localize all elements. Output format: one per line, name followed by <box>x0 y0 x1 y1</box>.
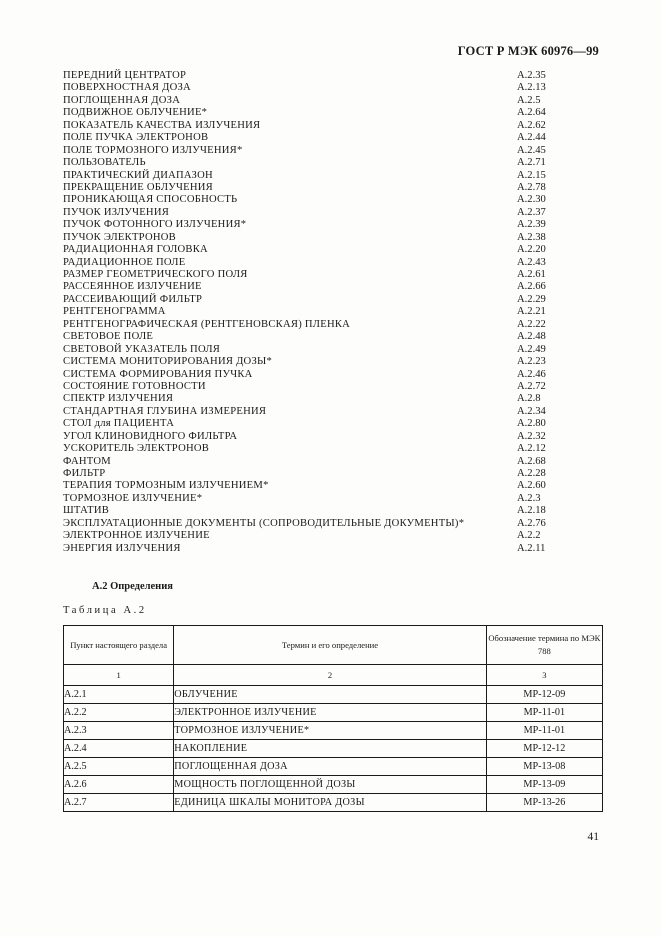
index-entry-term: СОСТОЯНИЕ ГОТОВНОСТИ <box>63 380 206 392</box>
index-entry <box>63 107 553 119</box>
index-entry-ref: А.2.72 <box>517 380 546 392</box>
header-col-code: Обозначение термина по МЭК 788 <box>486 626 602 665</box>
index-entry-ref: А.2.2 <box>517 530 541 542</box>
table-row <box>64 722 603 740</box>
index-entry-term: ЭНЕРГИЯ ИЗЛУЧЕНИЯ <box>63 542 181 554</box>
index-entry-term: ПРАКТИЧЕСКИЙ ДИАПАЗОН <box>63 169 213 181</box>
index-entry <box>63 530 553 542</box>
index-entry <box>63 456 553 468</box>
index-entry-term: СИСТЕМА ФОРМИРОВАНИЯ ПУЧКА <box>63 368 253 380</box>
index-entry <box>63 443 553 455</box>
index-entry-ref: А.2.30 <box>517 194 546 206</box>
index-entry <box>63 82 553 94</box>
index-entry-ref: А.2.3 <box>517 492 541 504</box>
index-entry-term: СВЕТОВОЕ ПОЛЕ <box>63 331 154 343</box>
table-row <box>64 686 603 704</box>
index-entry-term: СТАНДАРТНАЯ ГЛУБИНА ИЗМЕРЕНИЯ <box>63 405 267 417</box>
index-entry-term: ПОВЕРХНОСТНАЯ ДОЗА <box>63 82 191 94</box>
index-entry-ref: А.2.76 <box>517 517 546 529</box>
index-entry-term: СИСТЕМА МОНИТОРИРОВАНИЯ ДОЗЫ* <box>63 356 273 368</box>
index-entry-ref: А.2.64 <box>517 107 546 119</box>
index-entry-term: УСКОРИТЕЛЬ ЭЛЕКТРОНОВ <box>63 443 210 455</box>
index-entry-ref: А.2.5 <box>517 94 541 106</box>
index-entry <box>63 70 553 82</box>
term-index-list <box>63 70 553 555</box>
index-entry <box>63 319 553 331</box>
cell-code: MP-13-08 <box>486 758 602 776</box>
index-entry-term: РАДИАЦИОННОЕ ПОЛЕ <box>63 256 186 268</box>
index-entry <box>63 344 553 356</box>
index-entry-term: ТЕРАПИЯ ТОРМОЗНЫМ ИЗЛУЧЕНИЕМ* <box>63 480 269 492</box>
index-entry-term: УГОЛ КЛИНОВИДНОГО ФИЛЬТРА <box>63 430 238 442</box>
index-entry-term: РАССЕЯННОЕ ИЗЛУЧЕНИЕ <box>63 281 202 293</box>
index-entry <box>63 145 553 157</box>
index-entry-term: ПЕРЕДНИЙ ЦЕНТРАТОР <box>63 70 187 81</box>
index-entry-term: РЕНТГЕНОГРАФИЧЕСКАЯ (РЕНТГЕНОВСКАЯ) ПЛЕНКА <box>63 318 351 330</box>
index-entry-term: ПРОНИКАЮЩАЯ СПОСОБНОСТЬ <box>63 194 238 206</box>
section-title: А.2 Определения <box>92 581 173 592</box>
index-entry-term: ШТАТИВ <box>63 505 110 517</box>
index-entry-term: ПУЧОК ФОТОННОГО ИЗЛУЧЕНИЯ* <box>63 219 247 231</box>
index-entry <box>63 244 553 256</box>
index-entry <box>63 120 553 132</box>
index-entry-ref: А.2.29 <box>517 293 546 305</box>
index-entry <box>63 331 553 343</box>
index-entry-term: ЭЛЕКТРОННОЕ ИЗЛУЧЕНИЕ <box>63 530 210 542</box>
index-entry-term: ФАНТОМ <box>63 455 111 467</box>
index-entry <box>63 493 553 505</box>
cell-term: ЭЛЕКТРОННОЕ ИЗЛУЧЕНИЕ <box>174 704 486 722</box>
table-row <box>64 794 603 812</box>
index-entry-ref: А.2.22 <box>517 318 546 330</box>
index-entry-term: СВЕТОВОЙ УКАЗАТЕЛЬ ПОЛЯ <box>63 343 221 355</box>
table-caption: Таблица А.2 <box>63 605 147 616</box>
column-number: 1 <box>64 665 174 686</box>
index-entry-term: ТОРМОЗНОЕ ИЗЛУЧЕНИЕ* <box>63 492 203 504</box>
index-entry-ref: А.2.43 <box>517 256 546 268</box>
index-entry <box>63 281 553 293</box>
table-header-row <box>64 626 603 665</box>
index-entry-ref: А.2.15 <box>517 169 546 181</box>
cell-term: ПОГЛОЩЕННАЯ ДОЗА <box>174 758 486 776</box>
index-entry-ref: А.2.28 <box>517 468 546 479</box>
index-entry-ref: А.2.37 <box>517 206 546 218</box>
index-entry <box>63 431 553 443</box>
index-entry <box>63 418 553 430</box>
index-entry <box>63 294 553 306</box>
index-entry-term: ЭКСПЛУАТАЦИОННЫЕ ДОКУМЕНТЫ (СОПРОВОДИТЕЛЬНЫЕ ДОКУМЕНТЫ)* <box>63 517 465 529</box>
index-entry-ref: А.2.8 <box>517 393 541 405</box>
cell-ref: А.2.2 <box>64 704 174 722</box>
cell-code: MP-11-01 <box>486 704 602 722</box>
index-entry-term: РАЗМЕР ГЕОМЕТРИЧЕСКОГО ПОЛЯ <box>63 269 248 280</box>
page-number: 41 <box>587 831 599 843</box>
cell-ref: А.2.1 <box>64 686 174 704</box>
cell-term: НАКОПЛЕНИЕ <box>174 740 486 758</box>
index-entry <box>63 95 553 107</box>
header-col-term: Термин и его определение <box>174 626 486 665</box>
index-entry-term: ФИЛЬТР <box>63 468 106 479</box>
index-entry <box>63 406 553 418</box>
index-entry <box>63 356 553 368</box>
index-entry <box>63 257 553 269</box>
index-entry-ref: А.2.18 <box>517 505 546 517</box>
cell-code: MP-13-09 <box>486 776 602 794</box>
index-entry-ref: А.2.68 <box>517 455 546 467</box>
index-entry <box>63 505 553 517</box>
index-entry-term: РАССЕИВАЮЩИЙ ФИЛЬТР <box>63 293 203 305</box>
index-entry <box>63 518 553 530</box>
index-entry <box>63 132 553 144</box>
index-entry <box>63 306 553 318</box>
cell-ref: А.2.4 <box>64 740 174 758</box>
index-entry <box>63 219 553 231</box>
index-entry-term: ПУЧОК ИЗЛУЧЕНИЯ <box>63 206 170 218</box>
index-entry-term: РАДИАЦИОННАЯ ГОЛОВКА <box>63 244 208 256</box>
index-entry <box>63 194 553 206</box>
index-entry-ref: А.2.80 <box>517 418 546 430</box>
index-entry-term: СТОЛ для ПАЦИЕНТА <box>63 418 175 430</box>
index-entry-ref: А.2.44 <box>517 132 546 144</box>
index-entry <box>63 182 553 194</box>
cell-ref: А.2.3 <box>64 722 174 740</box>
column-number: 3 <box>486 665 602 686</box>
cell-term: ТОРМОЗНОЕ ИЗЛУЧЕНИЕ* <box>174 722 486 740</box>
table-row <box>64 776 603 794</box>
cell-code: MP-12-12 <box>486 740 602 758</box>
index-entry-term: СПЕКТР ИЗЛУЧЕНИЯ <box>63 393 174 405</box>
index-entry-ref: А.2.45 <box>517 144 546 156</box>
cell-term: ОБЛУЧЕНИЕ <box>174 686 486 704</box>
index-entry-ref: А.2.38 <box>517 231 546 243</box>
index-entry-ref: А.2.34 <box>517 405 546 417</box>
column-number: 2 <box>174 665 486 686</box>
index-entry-term: ПОКАЗАТЕЛЬ КАЧЕСТВА ИЗЛУЧЕНИЯ <box>63 119 261 131</box>
index-entry-ref: А.2.35 <box>517 70 546 81</box>
definitions-table <box>63 625 603 812</box>
index-entry <box>63 468 553 480</box>
index-entry-ref: А.2.48 <box>517 331 546 343</box>
index-entry-ref: А.2.61 <box>517 269 546 280</box>
index-entry <box>63 269 553 281</box>
index-entry-term: ПОГЛОЩЕННАЯ ДОЗА <box>63 94 181 106</box>
index-entry-term: ПОЛЕ ТОРМОЗНОГО ИЗЛУЧЕНИЯ* <box>63 144 243 156</box>
index-entry <box>63 543 553 555</box>
index-entry-ref: А.2.78 <box>517 181 546 193</box>
index-entry-ref: А.2.62 <box>517 119 546 131</box>
index-entry-ref: А.2.11 <box>517 542 546 554</box>
index-entry-ref: А.2.32 <box>517 430 546 442</box>
table-row <box>64 704 603 722</box>
header-col-ref: Пункт настоящего раздела <box>64 626 174 665</box>
index-entry-ref: А.2.60 <box>517 480 546 492</box>
index-entry-term: ПОДВИЖНОЕ ОБЛУЧЕНИЕ* <box>63 107 208 119</box>
index-entry-term: ПРЕКРАЩЕНИЕ ОБЛУЧЕНИЯ <box>63 181 213 193</box>
cell-code: MP-12-09 <box>486 686 602 704</box>
index-entry-term: ПУЧОК ЭЛЕКТРОНОВ <box>63 231 176 243</box>
index-entry-ref: А.2.46 <box>517 368 546 380</box>
index-entry-term: РЕНТГЕНОГРАММА <box>63 306 166 318</box>
index-entry-ref: А.2.66 <box>517 281 546 293</box>
cell-term: ЕДИНИЦА ШКАЛЫ МОНИТОРА ДОЗЫ <box>174 794 486 812</box>
table-row <box>64 758 603 776</box>
index-entry-ref: А.2.49 <box>517 343 546 355</box>
index-entry <box>63 170 553 182</box>
cell-ref: А.2.7 <box>64 794 174 812</box>
index-entry-ref: А.2.21 <box>517 306 546 318</box>
index-entry-ref: А.2.71 <box>517 157 546 169</box>
index-entry <box>63 393 553 405</box>
index-entry <box>63 369 553 381</box>
index-entry-ref: А.2.23 <box>517 356 546 368</box>
cell-ref: А.2.5 <box>64 758 174 776</box>
table-column-number-row <box>64 665 603 686</box>
index-entry <box>63 232 553 244</box>
cell-term: МОЩНОСТЬ ПОГЛОЩЕННОЙ ДОЗЫ <box>174 776 486 794</box>
index-entry-ref: А.2.20 <box>517 244 546 256</box>
index-entry <box>63 207 553 219</box>
index-entry-ref: А.2.13 <box>517 82 546 94</box>
cell-code: MP-11-01 <box>486 722 602 740</box>
cell-ref: А.2.6 <box>64 776 174 794</box>
index-entry-term: ПОЛЬЗОВАТЕЛЬ <box>63 157 146 169</box>
page-header-standard: ГОСТ Р МЭК 60976—99 <box>457 44 599 58</box>
cell-code: MP-13-26 <box>486 794 602 812</box>
index-entry-ref: А.2.39 <box>517 219 546 231</box>
index-entry-ref: А.2.12 <box>517 443 546 455</box>
index-entry <box>63 480 553 492</box>
index-entry <box>63 381 553 393</box>
table-row <box>64 740 603 758</box>
index-entry <box>63 157 553 169</box>
index-entry-term: ПОЛЕ ПУЧКА ЭЛЕКТРОНОВ <box>63 132 209 144</box>
